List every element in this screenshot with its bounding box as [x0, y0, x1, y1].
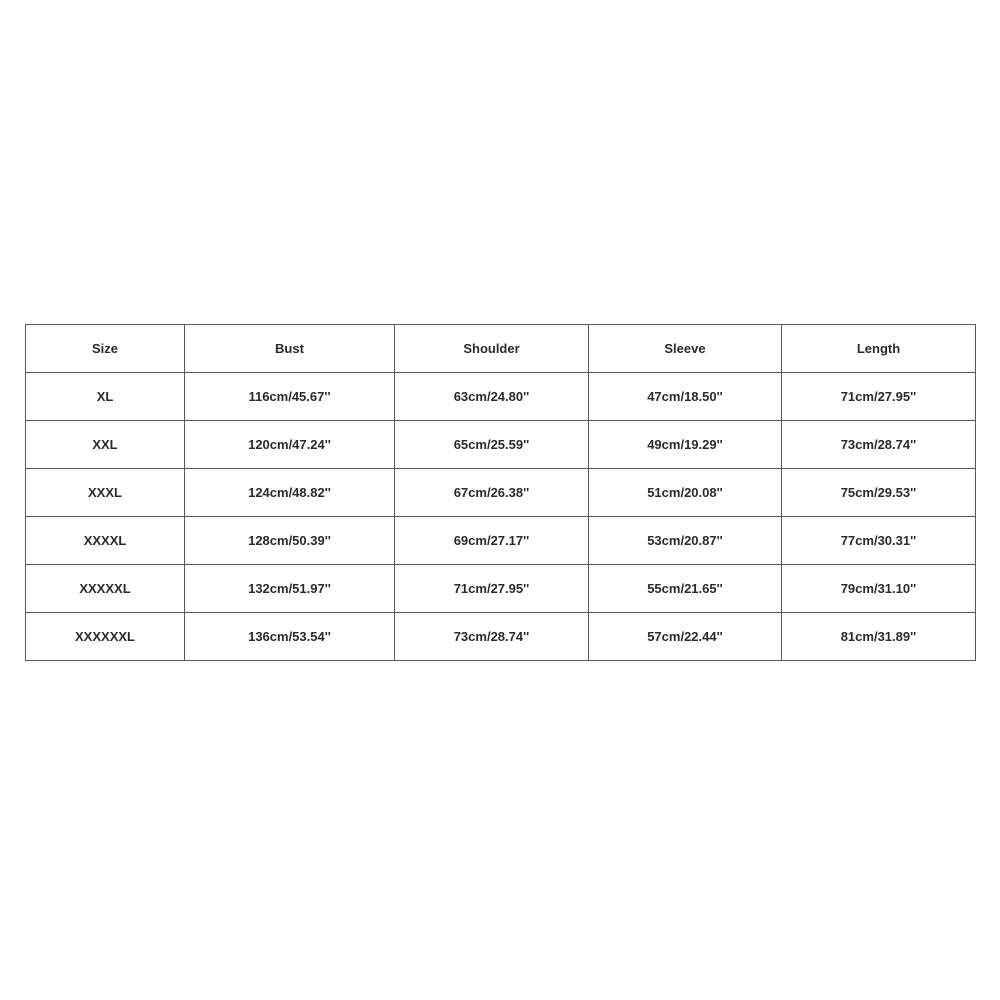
cell-size: XXL	[26, 421, 185, 469]
header-row	[26, 325, 976, 373]
cell-shoulder: 73cm/28.74''	[395, 613, 589, 661]
cell-bust: 124cm/48.82''	[185, 469, 395, 517]
cell-length: 79cm/31.10''	[782, 565, 976, 613]
table-row	[26, 565, 976, 613]
cell-bust: 120cm/47.24''	[185, 421, 395, 469]
table-row	[26, 517, 976, 565]
cell-bust: 116cm/45.67''	[185, 373, 395, 421]
cell-shoulder: 67cm/26.38''	[395, 469, 589, 517]
cell-size: XXXL	[26, 469, 185, 517]
size-chart-header	[26, 325, 976, 373]
table-row	[26, 421, 976, 469]
cell-sleeve: 51cm/20.08''	[589, 469, 782, 517]
cell-bust: 132cm/51.97''	[185, 565, 395, 613]
table-row	[26, 613, 976, 661]
cell-sleeve: 55cm/21.65''	[589, 565, 782, 613]
cell-sleeve: 47cm/18.50''	[589, 373, 782, 421]
cell-size: XXXXL	[26, 517, 185, 565]
size-chart-table	[25, 324, 976, 661]
header-sleeve: Sleeve	[589, 325, 782, 373]
cell-size: XXXXXL	[26, 565, 185, 613]
table-row	[26, 373, 976, 421]
header-bust: Bust	[185, 325, 395, 373]
cell-sleeve: 49cm/19.29''	[589, 421, 782, 469]
cell-length: 81cm/31.89''	[782, 613, 976, 661]
cell-shoulder: 69cm/27.17''	[395, 517, 589, 565]
header-length: Length	[782, 325, 976, 373]
cell-size: XL	[26, 373, 185, 421]
cell-length: 77cm/30.31''	[782, 517, 976, 565]
header-size: Size	[26, 325, 185, 373]
header-shoulder: Shoulder	[395, 325, 589, 373]
size-chart-body	[26, 373, 976, 661]
cell-bust: 136cm/53.54''	[185, 613, 395, 661]
cell-shoulder: 63cm/24.80''	[395, 373, 589, 421]
cell-sleeve: 53cm/20.87''	[589, 517, 782, 565]
table-row	[26, 469, 976, 517]
cell-shoulder: 71cm/27.95''	[395, 565, 589, 613]
cell-sleeve: 57cm/22.44''	[589, 613, 782, 661]
cell-length: 75cm/29.53''	[782, 469, 976, 517]
cell-size: XXXXXXL	[26, 613, 185, 661]
cell-length: 71cm/27.95''	[782, 373, 976, 421]
cell-length: 73cm/28.74''	[782, 421, 976, 469]
cell-shoulder: 65cm/25.59''	[395, 421, 589, 469]
cell-bust: 128cm/50.39''	[185, 517, 395, 565]
